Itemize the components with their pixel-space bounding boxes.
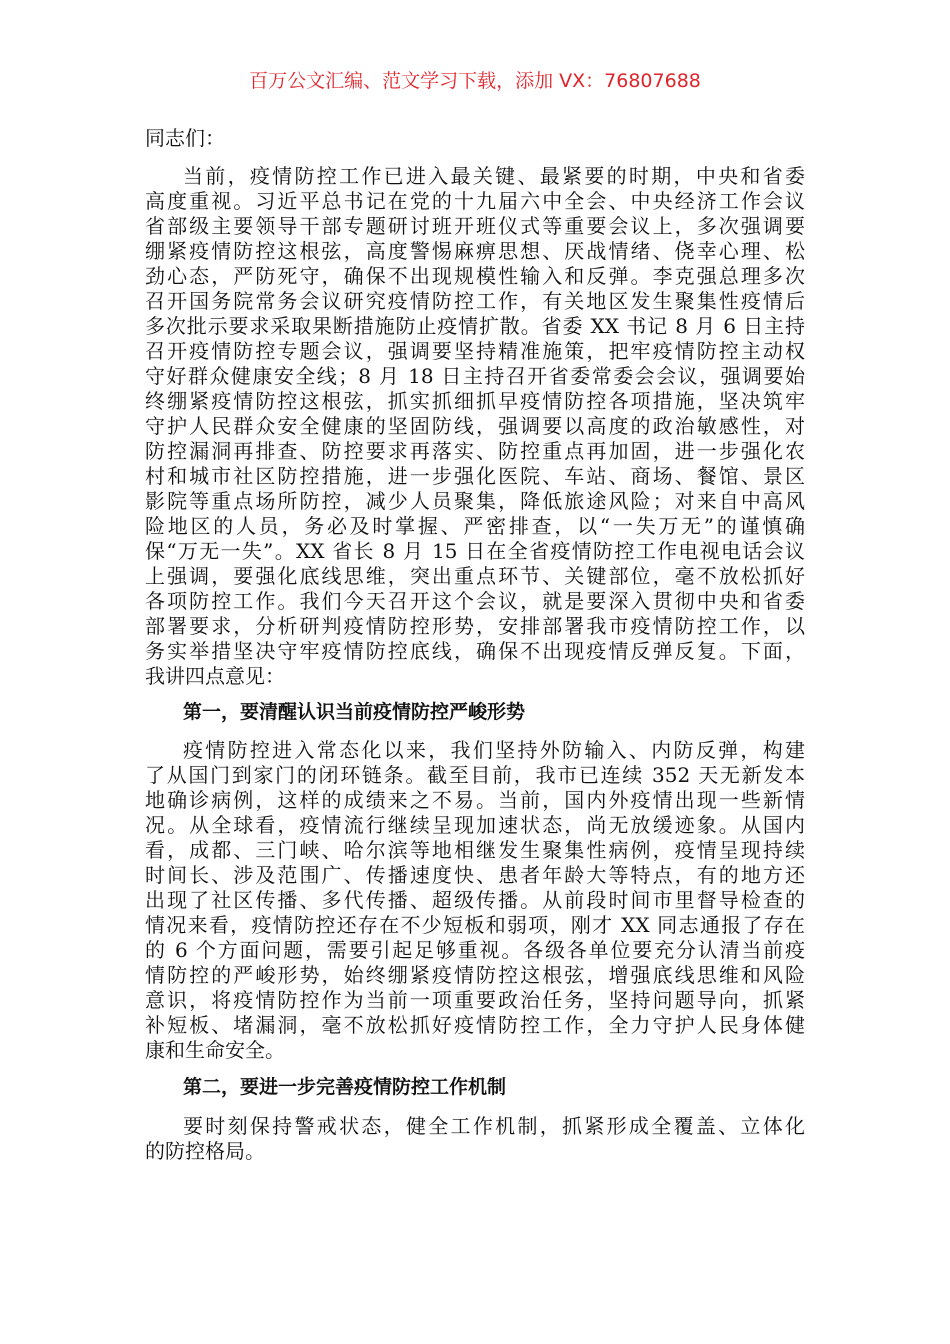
text-line: 多次批示要求采取果断措施防止疫情扩散。省委 XX 书记 8 月 6 日主持	[145, 314, 805, 338]
text-line: 高度重视。习近平总书记在党的十九届六中全会、中央经济工作会议	[145, 189, 805, 213]
text-line: 我讲四点意见：	[145, 664, 285, 688]
text-line: 情况来看，疫情防控还存在不少短板和弱项，刚才 XX 同志通报了存在	[145, 913, 805, 937]
text-line: 终绷紧疫情防控这根弦，抓实抓细抓早疫情防控各项措施，坚决筑牢	[145, 389, 805, 413]
text-line: 守护人民群众安全健康的坚固防线，强调要以高度的政治敏感性，对	[145, 414, 805, 438]
text-line: 上强调，要强化底线思维，突出重点环节、关键部位，毫不放松抓好	[145, 564, 805, 588]
text-line: 守好群众健康安全线；8 月 18 日主持召开省委常委会会议，强调要始	[145, 364, 805, 388]
text-line: 况。从全球看，疫情流行继续呈现加速状态，尚无放缓迹象。从国内	[145, 813, 805, 837]
text-line: 要时刻保持警戒状态，健全工作机制，抓紧形成全覆盖、立体化	[183, 1114, 805, 1138]
salutation: 同志们：	[145, 126, 225, 150]
text-line: 防控漏洞再排查、防控要求再落实、防控重点再加固，进一步强化农	[145, 439, 805, 463]
download-banner: 百万公文汇编、范文学习下载，添加 VX：76807688	[249, 70, 701, 92]
text-line: 省部级主要领导干部专题研讨班开班仪式等重要会议上，多次强调要	[145, 214, 805, 238]
text-line: 当前，疫情防控工作已进入最关键、最紧要的时期，中央和省委	[183, 164, 805, 188]
text-line: 村和城市社区防控措施，进一步强化医院、车站、商场、餐馆、景区	[145, 464, 805, 488]
text-line: 的 6 个方面问题，需要引起足够重视。各级各单位要充分认清当前疫	[145, 938, 805, 962]
text-line: 绷紧疫情防控这根弦，高度警惕麻痹思想、厌战情绪、侥幸心理、松	[145, 239, 805, 263]
text-line: 召开疫情防控专题会议，强调要坚持精准施策，把牢疫情防控主动权	[145, 339, 805, 363]
text-line: 劲心态，严防死守，确保不出现规模性输入和反弹。李克强总理多次	[145, 264, 805, 288]
text-line: 险地区的人员，务必及时掌握、严密排查，以“一失万无”的谨慎确	[145, 514, 805, 538]
text-line: 部署要求，分析研判疫情防控形势，安排部署我市疫情防控工作，以	[145, 614, 805, 638]
text-line: 了从国门到家门的闭环链条。截至目前，我市已连续 352 天无新发本	[145, 763, 805, 787]
text-line: 补短板、堵漏洞，毫不放松抓好疫情防控工作，全力守护人民身体健	[145, 1013, 805, 1037]
text-line: 情防控的严峻形势，始终绷紧疫情防控这根弦，增强底线思维和风险	[145, 963, 805, 987]
text-line: 各项防控工作。我们今天召开这个会议，就是要深入贯彻中央和省委	[145, 589, 805, 613]
section-heading-1: 第一，要清醒认识当前疫情防控严峻形势	[183, 701, 526, 723]
text-line: 保“万无一失”。XX 省长 8 月 15 日在全省疫情防控工作电视电话会议	[145, 539, 805, 563]
text-line: 出现了社区传播、多代传播、超级传播。从前段时间市里督导检查的	[145, 888, 805, 912]
text-line: 时间长、涉及范围广、传播速度快、患者年龄大等特点，有的地方还	[145, 863, 805, 887]
text-line: 务实举措坚决守牢疫情防控底线，确保不出现疫情反弹反复。下面，	[145, 639, 805, 663]
text-line: 意识，将疫情防控作为当前一项重要政治任务，坚持问题导向，抓紧	[145, 988, 805, 1012]
text-line: 地确诊病例，这样的成绩来之不易。当前，国内外疫情出现一些新情	[145, 788, 805, 812]
text-line: 疫情防控进入常态化以来，我们坚持外防输入、内防反弹，构建	[183, 738, 805, 762]
text-line: 看，成都、三门峡、哈尔滨等地相继发生聚集性病例，疫情呈现持续	[145, 838, 805, 862]
text-line: 的防控格局。	[145, 1139, 265, 1163]
text-line: 康和生命安全。	[145, 1038, 285, 1062]
text-line: 影院等重点场所防控，减少人员聚集，降低旅途风险；对来自中高风	[145, 489, 805, 513]
text-line: 召开国务院常务会议研究疫情防控工作，有关地区发生聚集性疫情后	[145, 289, 805, 313]
section-heading-2: 第二，要进一步完善疫情防控工作机制	[183, 1076, 507, 1098]
